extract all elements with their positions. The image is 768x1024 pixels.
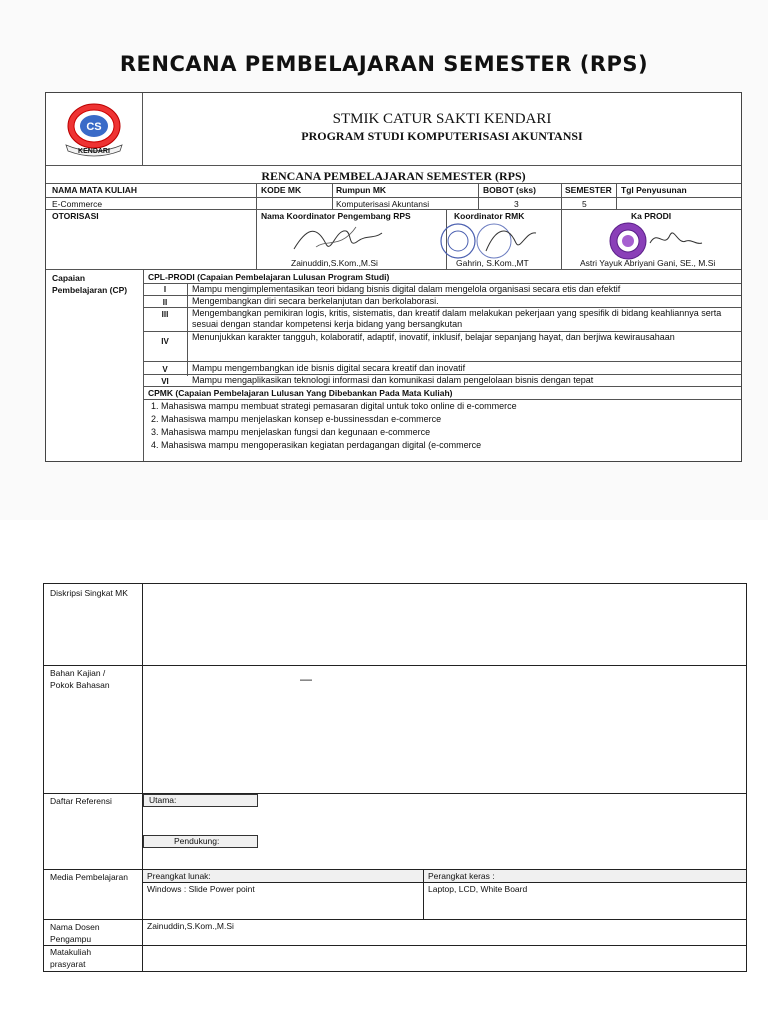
koord-pengembang-label: Nama Koordinator Pengembang RPS <box>261 211 411 221</box>
value-semester: 5 <box>582 199 587 209</box>
header-bobot: BOBOT (sks) <box>483 185 536 195</box>
dosen-value: Zainuddin,S.Kom.,M.Si <box>147 921 234 931</box>
svg-text:CS: CS <box>86 121 102 133</box>
cpl-item-text: Menunjukkan karakter tangguh, kolaboratif, adaptif, inovatif, inklusif, belajar sepanjang hayat, dan berjiwa kewirausahaan <box>192 332 675 342</box>
dosen-label-2: Pengampu <box>50 934 92 944</box>
cpl-num: V <box>162 365 168 374</box>
signer-name-3: Astri Yayuk Abriyani Gani, SE., M.Si <box>580 258 716 268</box>
keras-value: Laptop, LCD, White Board <box>428 884 528 894</box>
lunak-label: Preangkat lunak: <box>147 871 211 881</box>
institution-logo-icon <box>56 99 132 159</box>
lunak-value: Windows : Slide Power point <box>147 884 255 894</box>
table-title: RENCANA PEMBELAJARAN SEMESTER (RPS) <box>261 169 526 183</box>
course-detail-table <box>43 583 747 972</box>
prasyarat-label-2: prasyarat <box>50 959 86 969</box>
signature-1-icon <box>286 219 396 259</box>
value-nama-mk: E-Commerce <box>52 199 103 209</box>
koord-rmk-label: Koordinator RMK <box>454 211 525 221</box>
cpl-num: III <box>161 310 169 319</box>
signer-name-1: Zainuddin,S.Kom.,M.Si <box>291 258 378 268</box>
referensi-label: Daftar Referensi <box>50 796 112 806</box>
svg-text:KENDARI: KENDARI <box>78 148 110 155</box>
keras-label: Perangkat keras : <box>428 871 495 881</box>
cpl-num: II <box>162 298 168 307</box>
header-nama-mk: NAMA MATA KULIAH <box>52 185 137 195</box>
capaian-label-2: Pembelajaran (CP) <box>52 285 128 295</box>
cpl-item-text: Mampu mengaplikasikan teknologi informasi dan komunikasi dalam pengelolaan bisnis dengan tepat <box>192 375 594 385</box>
header-semester: SEMESTER <box>565 185 612 195</box>
logo-cell <box>46 93 143 165</box>
bahan-label-2: Pokok Bahasan <box>50 680 110 690</box>
deskripsi-label: Diskripsi Singkat MK <box>50 588 128 598</box>
cpl-num: VI <box>161 377 169 386</box>
utama-label: Utama: <box>143 794 258 807</box>
cpmk-header: CPMK (Capaian Pembelajaran Lulusan Yang Dibebankan Pada Mata Kuliah) <box>148 388 453 398</box>
cpmk-item: 1. Mahasiswa mampu membuat strategi pemasaran digital untuk toko online di e-commerce <box>151 401 517 411</box>
capaian-label: Capaian <box>52 273 86 283</box>
cpl-num: IV <box>161 337 169 346</box>
cpmk-item: 3. Mahasiswa mampu menjelaskan fungsi dan kegunaan e-commerce <box>151 427 431 437</box>
cpl-item-text: Mengembangkan diri secara berkelanjutan dan berkolaborasi. <box>192 296 439 306</box>
header-kode-mk: KODE MK <box>261 185 302 195</box>
bahan-dash: — <box>300 672 312 686</box>
otorisasi-label: OTORISASI <box>52 211 99 221</box>
cpmk-item: 4. Mahasiswa mampu mengoperasikan kegiatan perdagangan digital (e-commerce <box>151 440 482 450</box>
dosen-label: Nama Dosen <box>50 922 100 932</box>
pendukung-label: Pendukung: <box>143 835 258 848</box>
cpl-prodi-header: CPL-PRODI (Capaian Pembelajaran Lulusan Program Studi) <box>148 272 390 282</box>
header-tgl: Tgl Penyusunan <box>621 185 687 195</box>
cpl-item-text: Mengembangkan pemikiran logis, kritis, sistematis, dan kreatif dalam melakukan pekerjaan yang spesifik di bidang keahliannya serta sesuai dengan standar kompetensi kerja bidang yang bersangkutan <box>192 308 722 329</box>
prasyarat-label: Matakuliah <box>50 947 92 957</box>
cpmk-item: 2. Mahasiswa mampu menjelaskan konsep e-bussinessdan e-commerce <box>151 414 442 424</box>
institution-name: STMIK CATUR SAKTI KENDARI <box>332 111 552 127</box>
cpl-num: I <box>163 285 167 294</box>
value-bobot: 3 <box>514 199 519 209</box>
value-rumpun-mk: Komputerisasi Akuntansi <box>336 199 430 209</box>
bahan-label: Bahan Kajian / <box>50 668 106 678</box>
header-rumpun-mk: Rumpun MK <box>336 185 387 195</box>
ka-prodi-label: Ka PRODI <box>631 211 672 221</box>
document-title: RENCANA PEMBELAJARAN SEMESTER (RPS) <box>119 52 649 76</box>
cpl-item-text: Mampu mengimplementasikan teori bidang bisnis digital dalam mengelola organisasi secara etis dan efektif <box>192 284 621 294</box>
media-label: Media Pembelajaran <box>50 872 128 882</box>
rps-header-table <box>45 92 742 462</box>
signer-name-2: Gahrin, S.Kom.,MT <box>456 258 529 268</box>
cpl-item-text: Mampu mengembangkan ide bisnis digital secara kreatif dan inovatif <box>192 363 466 373</box>
program-name: PROGRAM STUDI KOMPUTERISASI AKUNTANSI <box>301 129 583 143</box>
